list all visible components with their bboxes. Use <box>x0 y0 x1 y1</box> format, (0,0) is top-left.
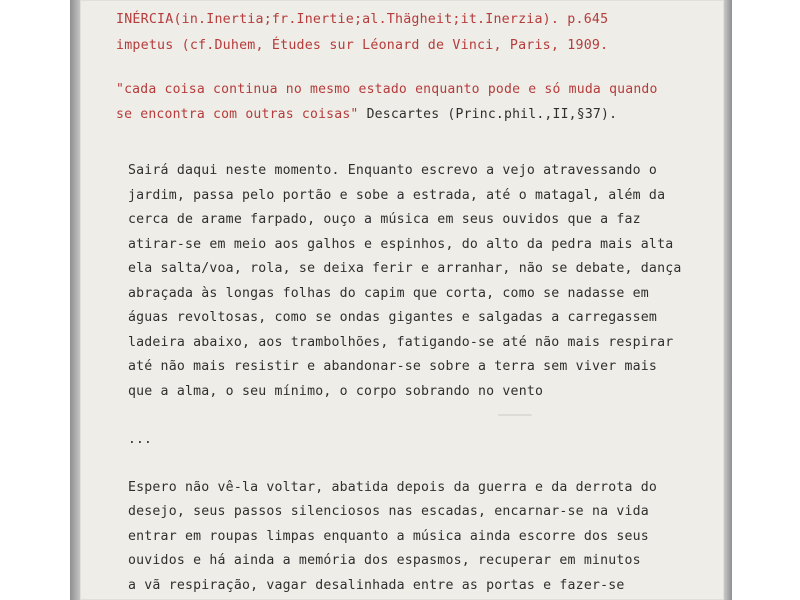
paragraph-2-line-5: a vã respiração, vagar desalinhada entre as portas e fazer-se <box>128 578 625 593</box>
paragraph-2-line-1: Espero não vê-la voltar, abatida depois da guerra e da derrota do <box>128 480 658 495</box>
quote-line-2 <box>116 108 617 121</box>
section-separator: ... <box>128 432 153 447</box>
paragraph-1-line-6: abraçada às longas folhas do capim que corta, como se nadasse em <box>128 286 649 301</box>
paragraph-1-line-5: ela salta/voa, rola, se deixa ferir e arranhar, não se debate, dança <box>128 261 682 276</box>
paper-smudge <box>498 414 532 416</box>
paragraph-1-line-10: que a alma, o seu mínimo, o corpo sobrando no vento <box>128 384 544 399</box>
paragraph-1-line-2: jardim, passa pelo portão e sobe a estrada, até o matagal, além da <box>128 188 666 203</box>
paragraph-1-line-8: ladeira abaixo, aos trambolhões, fatigando-se até não mais respirar <box>128 335 674 350</box>
paragraph-1-line-9: até não mais resistir e abandonar-se sobre a terra sem viver mais <box>128 359 658 374</box>
paragraph-1-line-3: cerca de arame farpado, ouço a música em seus ouvidos que a faz <box>128 212 641 227</box>
paragraph-2-line-3: entrar em roupas limpas enquanto a música ainda escorre dos seus <box>128 529 649 544</box>
paragraph-2-line-2: desejo, seus passos silenciosos nas escadas, encarnar-se na vida <box>128 504 649 519</box>
paragraph-1-line-4: atirar-se em meio aos galhos e espinhos, do alto da pedra mais alta <box>128 237 674 252</box>
header-line-2: impetus (cf.Duhem, Études sur Léonard de Vinci, Paris, 1909. <box>116 38 609 53</box>
paragraph-1-line-7: águas revoltosas, como se ondas gigantes e salgadas a carregassem <box>128 310 658 325</box>
quote-line-1: "cada coisa continua no mesmo estado enquanto pode e só muda quando <box>116 82 658 97</box>
quote-citation: Descartes (Princ.phil.,II,§37). <box>358 107 618 122</box>
quote-line-2-red: se encontra com outras coisas" <box>116 107 359 122</box>
header-line-1: INÉRCIA(in.Inertia;fr.Inertie;al.Thägheit;it.Inerzia). p.645 <box>116 12 609 27</box>
paragraph-2-line-4: ouvidos e há ainda a memória dos espasmos, recuperar em minutos <box>128 553 641 568</box>
typewritten-page <box>80 0 724 600</box>
paragraph-1-line-1: Sairá daqui neste momento. Enquanto escrevo a vejo atravessando o <box>128 163 658 178</box>
